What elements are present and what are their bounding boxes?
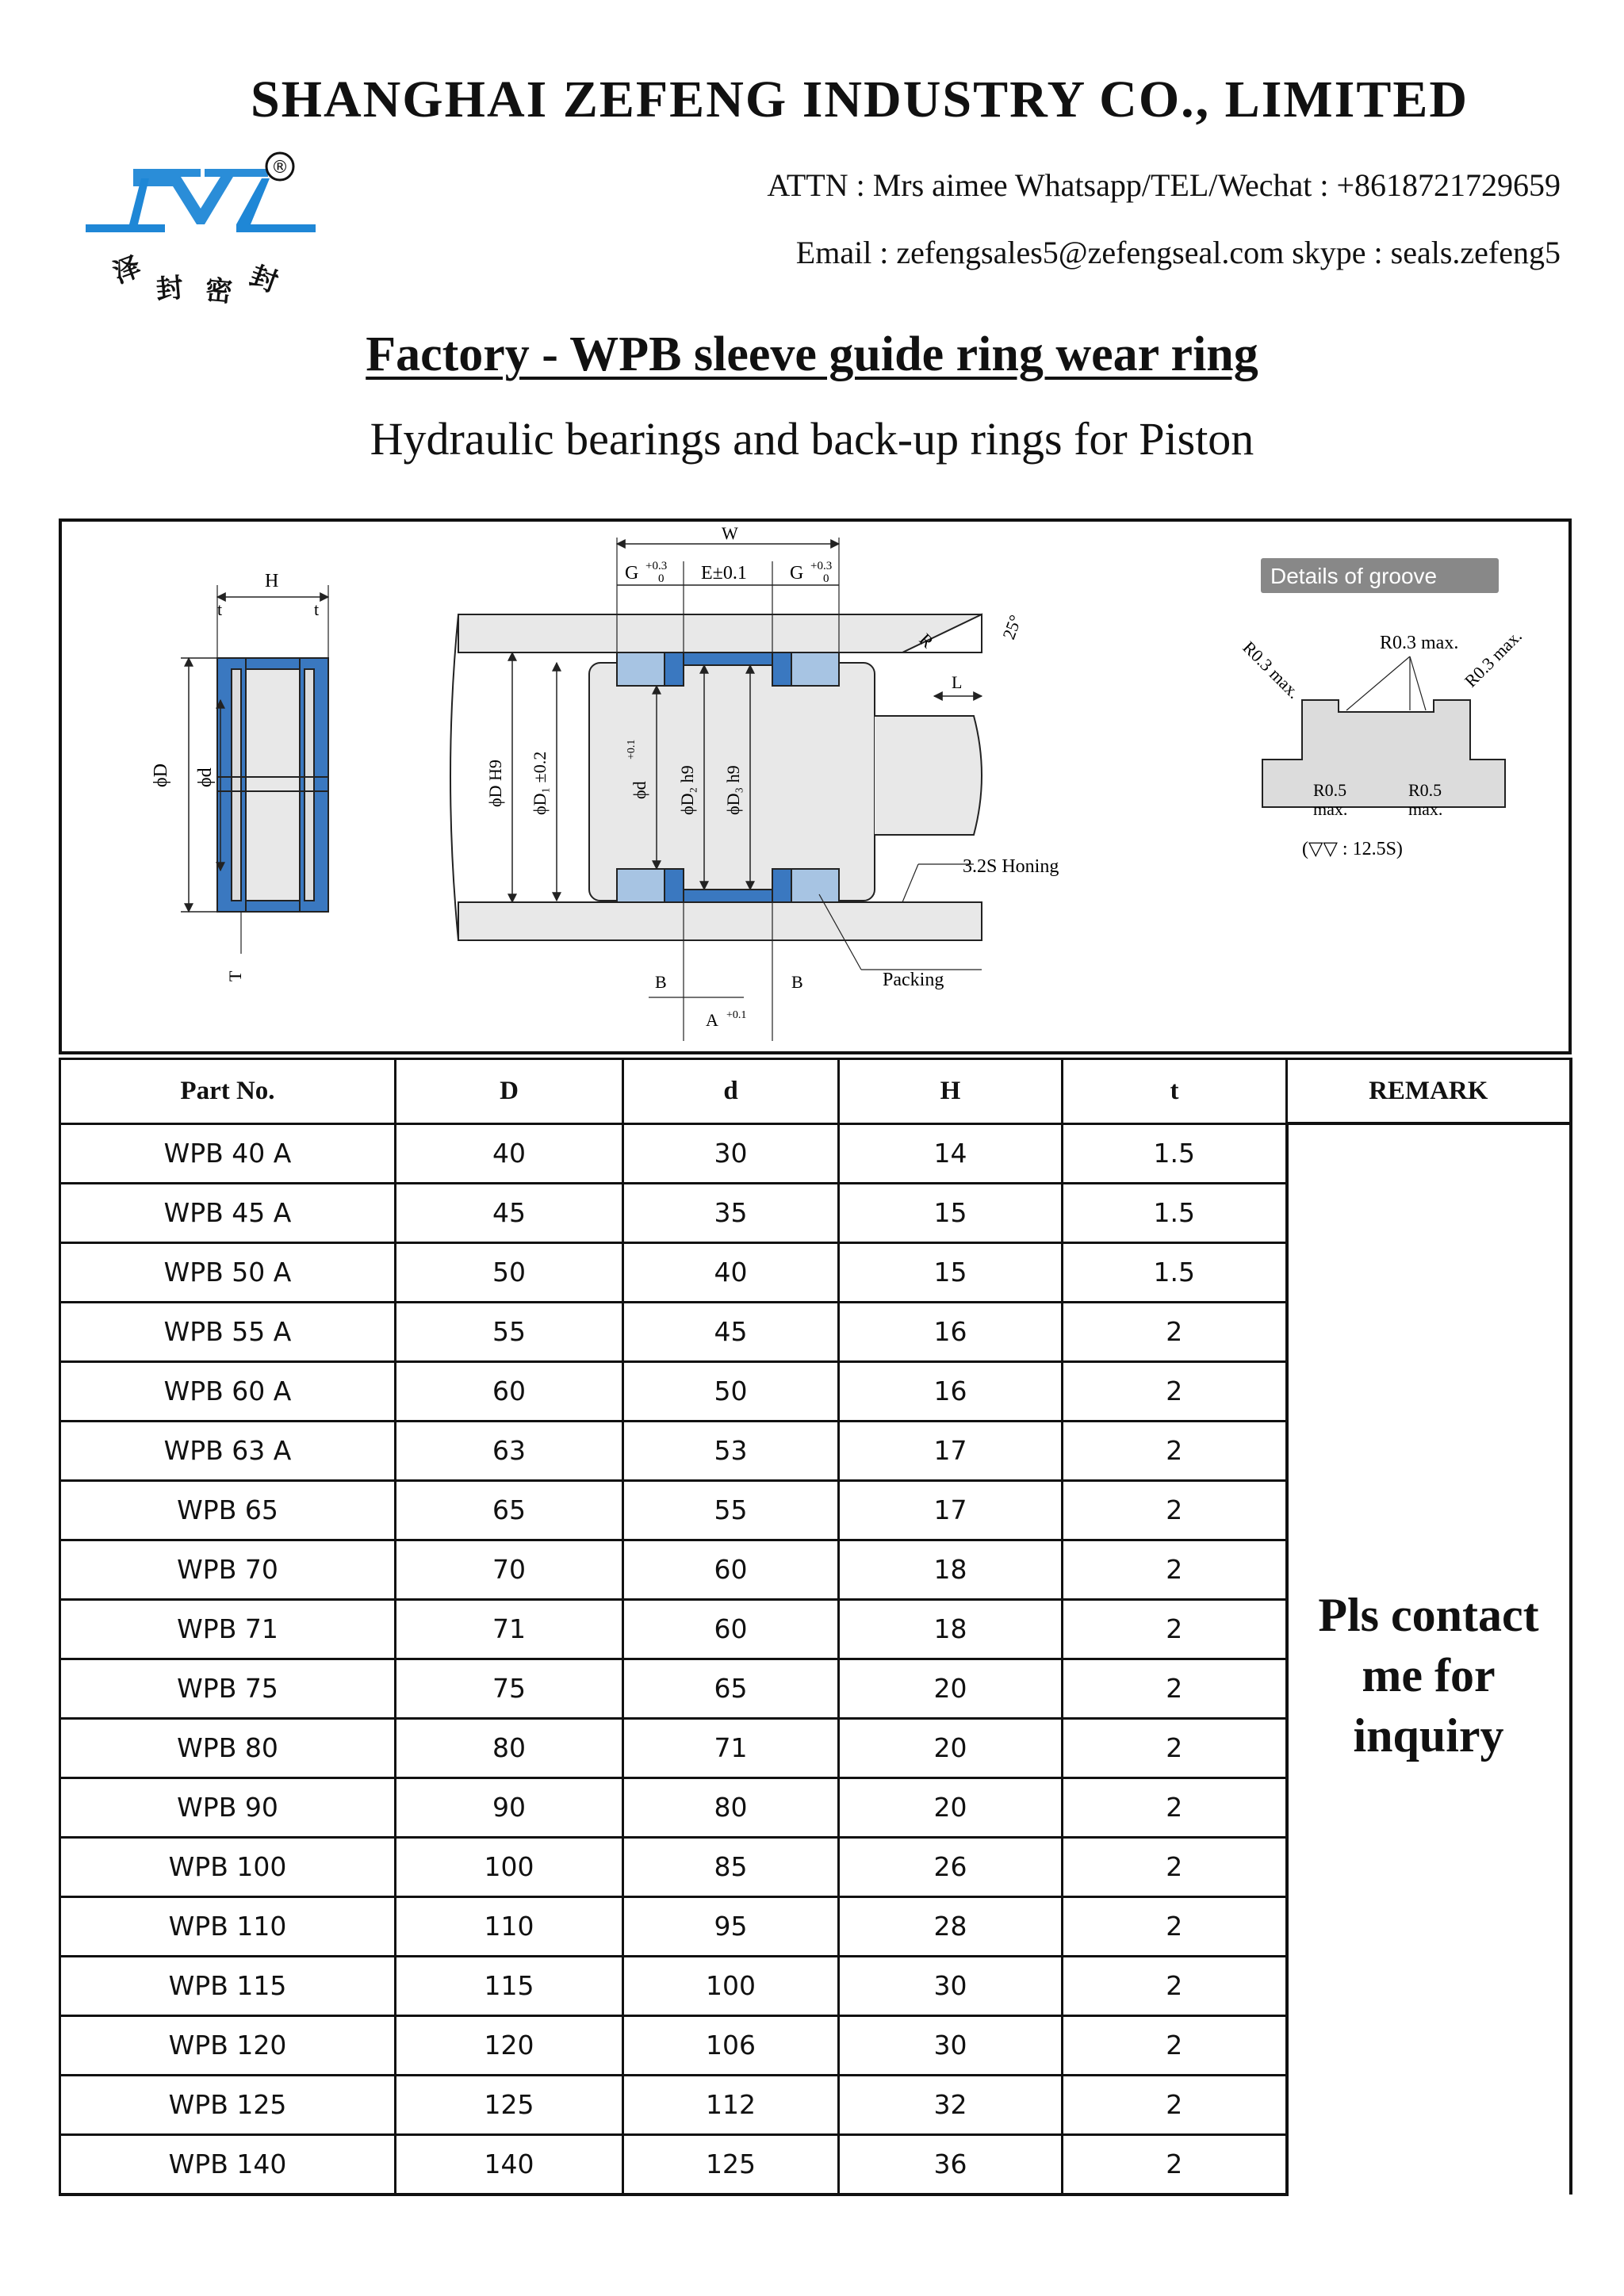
- cell-part-no: WPB 90: [60, 1777, 396, 1837]
- col-remark: REMARK: [1287, 1059, 1571, 1124]
- svg-text:B: B: [655, 972, 667, 992]
- cell-d-inner: 71: [623, 1718, 839, 1777]
- cell-d-outer: 40: [396, 1123, 623, 1183]
- svg-text:25°: 25°: [998, 612, 1026, 642]
- contact-email: Email : zefengsales5@zefengseal.com skype : seals.zefeng5: [795, 235, 1561, 270]
- cell-t: 2: [1063, 2015, 1287, 2075]
- svg-text:G: G: [625, 563, 639, 584]
- cell-t: 2: [1063, 1302, 1287, 1361]
- document-subtitle: Hydraulic bearings and back-up rings for Piston: [370, 413, 1254, 465]
- cell-part-no: WPB 60 A: [60, 1361, 396, 1421]
- cell-d-outer: 55: [396, 1302, 623, 1361]
- cell-d-inner: 65: [623, 1659, 839, 1718]
- cell-t: 2: [1063, 2134, 1287, 2195]
- col-t: t: [1063, 1059, 1287, 1124]
- cell-h: 32: [839, 2075, 1063, 2134]
- svg-text:R0.5: R0.5: [1313, 780, 1347, 800]
- cell-t: 2: [1063, 1956, 1287, 2015]
- cell-h: 30: [839, 2015, 1063, 2075]
- svg-text:(▽▽ : 12.5S): (▽▽ : 12.5S): [1302, 839, 1403, 859]
- spec-table: [59, 1058, 1572, 2196]
- svg-text:R: R: [915, 629, 938, 652]
- svg-text:ϕD₂ h9: ϕD₂ h9: [677, 765, 697, 815]
- svg-text:3.2S Honing: 3.2S Honing: [963, 856, 1059, 877]
- svg-text:ϕD₃ h9: ϕD₃ h9: [723, 765, 743, 815]
- cell-d-inner: 35: [623, 1183, 839, 1242]
- cell-h: 18: [839, 1540, 1063, 1599]
- cell-part-no: WPB 65: [60, 1480, 396, 1540]
- groove-detail: [1239, 558, 1525, 859]
- svg-text:R0.3 max.: R0.3 max.: [1239, 637, 1304, 702]
- col-d-inner: d: [623, 1059, 839, 1124]
- cell-part-no: WPB 40 A: [60, 1123, 396, 1183]
- cell-d-outer: 45: [396, 1183, 623, 1242]
- cell-h: 26: [839, 1837, 1063, 1896]
- col-d-outer: D: [396, 1059, 623, 1124]
- cell-d-inner: 40: [623, 1242, 839, 1302]
- cell-h: 15: [839, 1183, 1063, 1242]
- company-logo: [86, 147, 316, 313]
- cell-h: 15: [839, 1242, 1063, 1302]
- cell-part-no: WPB 70: [60, 1540, 396, 1599]
- cell-h: 28: [839, 1896, 1063, 1956]
- svg-text:+0.1: +0.1: [726, 1009, 747, 1021]
- remark-cell: Pls contact me for inquiry: [1287, 1123, 1571, 2195]
- cell-d-inner: 85: [623, 1837, 839, 1896]
- document-title: Factory - WPB sleeve guide ring wear ring: [366, 327, 1258, 381]
- svg-text:ϕd: ϕd: [195, 767, 216, 787]
- svg-text:max.: max.: [1408, 799, 1443, 819]
- cell-d-inner: 106: [623, 2015, 839, 2075]
- svg-text:E±0.1: E±0.1: [701, 563, 747, 584]
- assembly-view: [450, 523, 1059, 1041]
- cell-t: 2: [1063, 1659, 1287, 1718]
- svg-text:密: 密: [204, 274, 234, 308]
- cell-d-outer: 70: [396, 1540, 623, 1599]
- cell-d-outer: 60: [396, 1361, 623, 1421]
- cell-h: 30: [839, 1956, 1063, 2015]
- svg-text:B: B: [791, 972, 803, 992]
- svg-text:T: T: [225, 970, 245, 982]
- svg-text:ϕD₁ ±0.2: ϕD₁ ±0.2: [530, 751, 550, 815]
- svg-text:G: G: [790, 563, 804, 584]
- cell-part-no: WPB 75: [60, 1659, 396, 1718]
- ring-section-view: [151, 571, 328, 982]
- cell-d-inner: 55: [623, 1480, 839, 1540]
- cell-part-no: WPB 100: [60, 1837, 396, 1896]
- cell-d-outer: 115: [396, 1956, 623, 2015]
- cell-h: 20: [839, 1718, 1063, 1777]
- cell-part-no: WPB 45 A: [60, 1183, 396, 1242]
- cell-d-outer: 50: [396, 1242, 623, 1302]
- table-row: [60, 1123, 1571, 1183]
- cell-t: 2: [1063, 1896, 1287, 1956]
- cell-d-inner: 53: [623, 1421, 839, 1480]
- cell-d-inner: 80: [623, 1777, 839, 1837]
- cell-part-no: WPB 110: [60, 1896, 396, 1956]
- svg-text:L: L: [952, 672, 963, 692]
- svg-text:R0.5: R0.5: [1408, 780, 1442, 800]
- cell-t: 2: [1063, 1361, 1287, 1421]
- cell-h: 18: [839, 1599, 1063, 1659]
- cell-part-no: WPB 140: [60, 2134, 396, 2195]
- cell-d-inner: 95: [623, 1896, 839, 1956]
- cell-part-no: WPB 55 A: [60, 1302, 396, 1361]
- cell-d-outer: 120: [396, 2015, 623, 2075]
- cell-d-inner: 50: [623, 1361, 839, 1421]
- cell-part-no: WPB 50 A: [60, 1242, 396, 1302]
- cell-h: 14: [839, 1123, 1063, 1183]
- cell-part-no: WPB 120: [60, 2015, 396, 2075]
- cell-h: 20: [839, 1777, 1063, 1837]
- cell-d-outer: 65: [396, 1480, 623, 1540]
- svg-text:A: A: [706, 1010, 718, 1030]
- cell-h: 20: [839, 1659, 1063, 1718]
- svg-text:+0.3: +0.3: [645, 560, 668, 572]
- cell-d-outer: 63: [396, 1421, 623, 1480]
- cell-t: 2: [1063, 1480, 1287, 1540]
- svg-text:+0.1: +0.1: [626, 739, 638, 760]
- svg-text:H: H: [265, 571, 279, 591]
- svg-text:泽: 泽: [109, 251, 146, 290]
- cell-t: 1.5: [1063, 1123, 1287, 1183]
- cell-d-outer: 71: [396, 1599, 623, 1659]
- cell-d-inner: 45: [623, 1302, 839, 1361]
- cell-d-inner: 125: [623, 2134, 839, 2195]
- cell-h: 17: [839, 1480, 1063, 1540]
- cell-t: 2: [1063, 1837, 1287, 1896]
- cell-t: 2: [1063, 1599, 1287, 1659]
- cell-d-inner: 60: [623, 1540, 839, 1599]
- cell-t: 2: [1063, 2075, 1287, 2134]
- col-part-no: Part No.: [60, 1059, 396, 1124]
- svg-text:+0.3: +0.3: [810, 560, 833, 572]
- svg-text:R0.3 max.: R0.3 max.: [1380, 633, 1459, 653]
- svg-text:0: 0: [658, 572, 665, 585]
- cell-h: 16: [839, 1361, 1063, 1421]
- svg-text:封: 封: [155, 272, 185, 306]
- cell-d-outer: 80: [396, 1718, 623, 1777]
- svg-text:Details of groove: Details of groove: [1270, 564, 1438, 588]
- cell-t: 2: [1063, 1718, 1287, 1777]
- cell-t: 1.5: [1063, 1242, 1287, 1302]
- svg-text:ϕD: ϕD: [151, 763, 171, 787]
- cell-h: 16: [839, 1302, 1063, 1361]
- svg-text:0: 0: [823, 572, 829, 585]
- svg-text:ϕd: ϕd: [630, 781, 649, 799]
- svg-text:max.: max.: [1313, 799, 1348, 819]
- cell-d-outer: 100: [396, 1837, 623, 1896]
- cell-d-outer: 110: [396, 1896, 623, 1956]
- cell-d-inner: 30: [623, 1123, 839, 1183]
- cell-d-inner: 60: [623, 1599, 839, 1659]
- cell-part-no: WPB 125: [60, 2075, 396, 2134]
- contact-attn: ATTN : Mrs aimee Whatsapp/TEL/Wechat : +8618721729659: [767, 167, 1561, 203]
- svg-text:t: t: [217, 599, 223, 619]
- company-name: SHANGHAI ZEFENG INDUSTRY CO., LIMITED: [250, 71, 1469, 128]
- cell-d-outer: 125: [396, 2075, 623, 2134]
- svg-text:t: t: [314, 599, 320, 619]
- cell-part-no: WPB 115: [60, 1956, 396, 2015]
- cell-t: 2: [1063, 1540, 1287, 1599]
- col-h: H: [839, 1059, 1063, 1124]
- cell-part-no: WPB 80: [60, 1718, 396, 1777]
- cell-d-outer: 75: [396, 1659, 623, 1718]
- svg-text:®: ®: [271, 158, 289, 178]
- cell-d-inner: 100: [623, 1956, 839, 2015]
- cell-h: 17: [839, 1421, 1063, 1480]
- cell-t: 1.5: [1063, 1183, 1287, 1242]
- svg-text:R0.3 max.: R0.3 max.: [1460, 626, 1526, 691]
- svg-text:Packing: Packing: [883, 970, 944, 990]
- cell-d-outer: 90: [396, 1777, 623, 1837]
- cell-part-no: WPB 63 A: [60, 1421, 396, 1480]
- cell-d-outer: 140: [396, 2134, 623, 2195]
- technical-drawing: [59, 519, 1572, 1054]
- table-header-row: [60, 1059, 1571, 1124]
- svg-text:W: W: [722, 523, 738, 543]
- svg-text:封: 封: [245, 259, 282, 300]
- svg-text:ϕD H9: ϕD H9: [485, 760, 505, 807]
- cell-part-no: WPB 71: [60, 1599, 396, 1659]
- cell-t: 2: [1063, 1421, 1287, 1480]
- cell-t: 2: [1063, 1777, 1287, 1837]
- cell-h: 36: [839, 2134, 1063, 2195]
- cell-d-inner: 112: [623, 2075, 839, 2134]
